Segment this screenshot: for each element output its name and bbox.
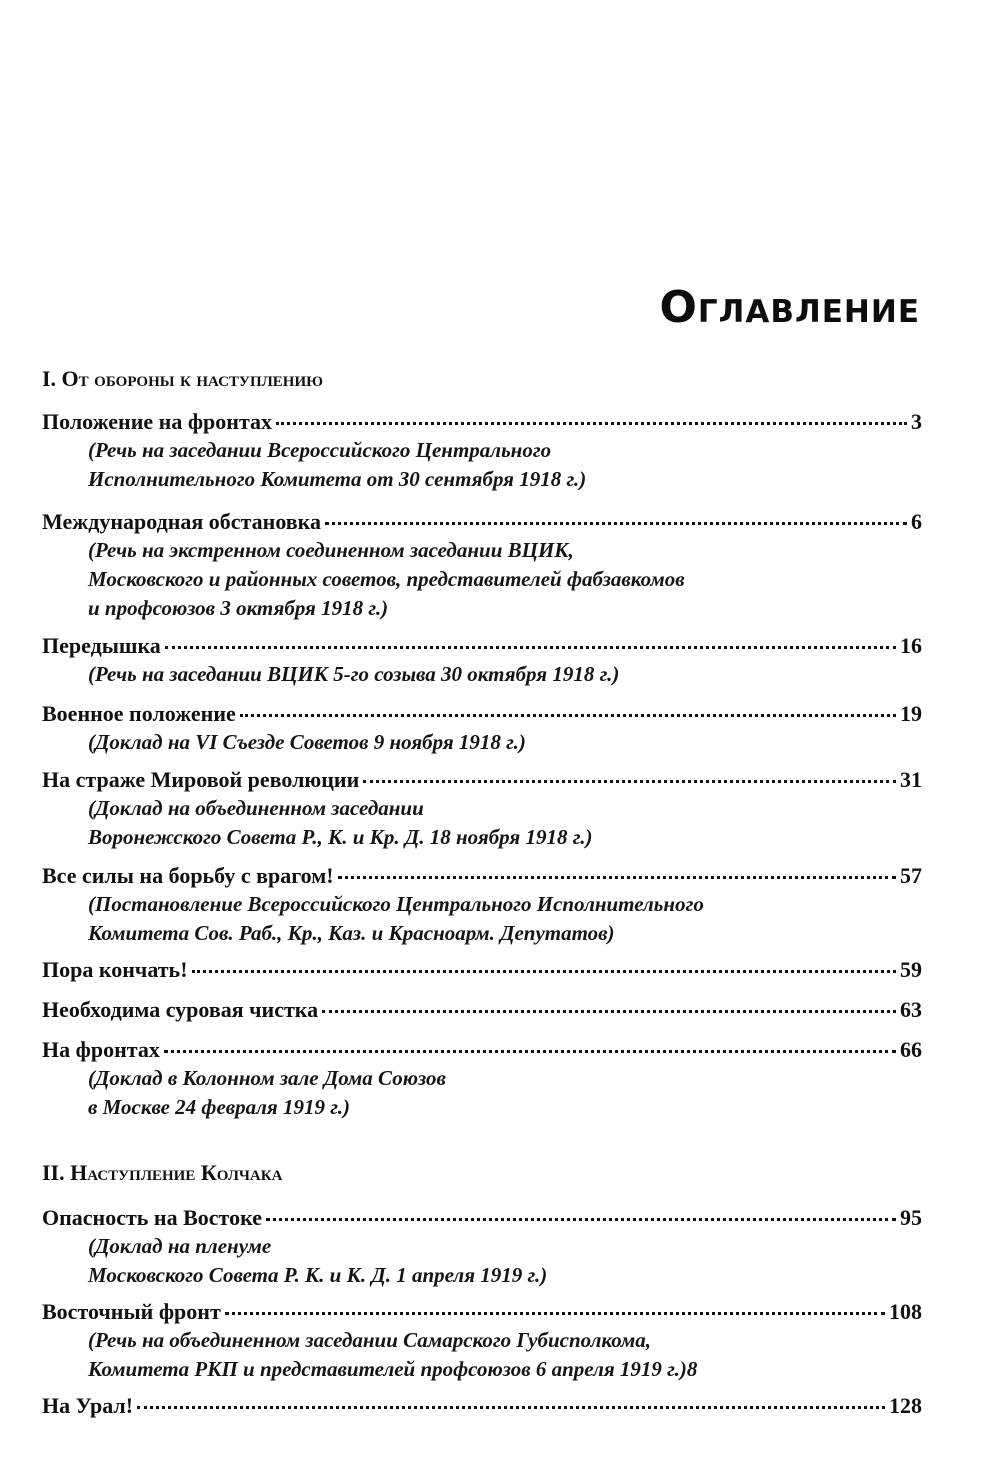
toc-entry-note-line: в Москве 24 февраля 1919 г.): [88, 1095, 350, 1119]
dot-leader: [363, 776, 896, 783]
toc-entry-line: [42, 1392, 922, 1420]
toc-entry-note-line: Московского Совета Р. К. и К. Д. 1 апреля 1919 г.): [88, 1263, 548, 1287]
dot-leader: [266, 1214, 896, 1221]
toc-entry-title: Все силы на борьбу с врагом!: [42, 863, 334, 888]
dot-leader: [225, 1308, 885, 1315]
toc-entry-line: [42, 1036, 922, 1064]
dot-leader: [325, 518, 907, 525]
toc-page-number: 16: [900, 633, 922, 658]
toc-entry-note-line: (Доклад в Колонном зале Дома Союзов: [88, 1066, 446, 1090]
dot-leader: [137, 1402, 885, 1409]
toc-page-number: 6: [911, 509, 922, 534]
toc-page-number: 59: [900, 957, 922, 982]
toc-entry-note: [42, 728, 922, 757]
toc-entry-title: Пора кончать!: [42, 957, 188, 982]
toc-entry[interactable]: [42, 996, 922, 1024]
toc-entry-note-line: Воронежского Совета Р., К. и Кр. Д. 18 ноября 1918 г.): [88, 825, 593, 849]
dot-leader: [240, 710, 896, 717]
toc-entry-note-line: Комитета Сов. Раб., Кр., Каз. и Красноарм. Депутатов): [88, 921, 615, 945]
toc-entry-note-line: Исполнительного Комитета от 30 сентября 1918 г.): [88, 467, 587, 491]
toc-entry[interactable]: [42, 508, 922, 623]
toc-entry-line: [42, 956, 922, 984]
toc-entry[interactable]: [42, 632, 922, 689]
toc-entry-note: [42, 436, 922, 494]
toc-entry[interactable]: [42, 1204, 922, 1290]
toc-entry-note-line: Московского и районных советов, представителей фабзавкомов: [88, 567, 685, 591]
page-title: Оглавление: [659, 282, 920, 333]
toc-page-number: 66: [900, 1037, 922, 1062]
toc-entry-line: [42, 508, 922, 536]
toc-entry-line: [42, 862, 922, 890]
section-heading: II. Наступление Колчака: [42, 1160, 283, 1185]
toc-entry-note: [42, 1064, 922, 1122]
toc-entry-note: [42, 660, 922, 689]
toc-entry-note: [42, 536, 922, 623]
toc-page-number: 57: [900, 863, 922, 888]
toc-entry-note-line: (Постановление Всероссийского Центрального Исполнительного: [88, 892, 704, 916]
toc-entry-title: Восточный фронт: [42, 1299, 221, 1324]
toc-entry-title: Военное положение: [42, 701, 236, 726]
toc-entry[interactable]: [42, 1298, 922, 1384]
toc-entry-title: Передышка: [42, 633, 161, 658]
toc-entry[interactable]: [42, 1036, 922, 1122]
toc-page-number: 95: [900, 1205, 922, 1230]
toc-entry-line: [42, 1204, 922, 1232]
dot-leader: [192, 966, 896, 973]
toc-entry-note-line: Комитета РКП и представителей профсоюзов 6 апреля 1919 г.)8: [88, 1357, 698, 1381]
toc-entry-note-line: (Речь на заседании ВЦИК 5-го созыва 30 октября 1918 г.): [88, 662, 620, 686]
toc-entry[interactable]: [42, 956, 922, 984]
dot-leader: [165, 642, 896, 649]
toc-entry-note-line: (Речь на экстренном соединенном заседании ВЦИК,: [88, 538, 574, 562]
toc-entry-title: Международная обстановка: [42, 509, 321, 534]
dot-leader: [338, 872, 896, 879]
toc-entry-note-line: (Доклад на пленуме: [88, 1234, 272, 1258]
toc-entry-line: [42, 1298, 922, 1326]
toc-entry-note: [42, 890, 922, 948]
toc-entry[interactable]: [42, 700, 922, 757]
toc-entry-title: Опасность на Востоке: [42, 1205, 262, 1230]
toc-entry-title: Необходима суровая чистка: [42, 997, 319, 1022]
toc-entry-note: [42, 1232, 922, 1290]
section-heading: I. От обороны к наступлению: [42, 366, 324, 391]
toc-entry[interactable]: [42, 862, 922, 948]
toc-entry-line: [42, 408, 922, 436]
toc-entry-line: [42, 996, 922, 1024]
dot-leader: [276, 418, 907, 425]
toc-page-number: 128: [889, 1393, 922, 1418]
toc-page-number: 19: [900, 701, 922, 726]
toc-page-number: 3: [911, 409, 922, 434]
toc-entry[interactable]: [42, 766, 922, 852]
toc-entry-note-line: (Речь на объединенном заседании Самарского Губисполкома,: [88, 1328, 652, 1352]
dot-leader: [322, 1006, 896, 1013]
toc-entry-line: [42, 700, 922, 728]
dot-leader: [164, 1046, 896, 1053]
toc-entry-note: [42, 794, 922, 852]
toc-entry-note-line: (Доклад на VI Съезде Советов 9 ноября 1918 г.): [88, 730, 526, 754]
toc-page-number: 31: [900, 767, 922, 792]
toc-entry-title: Положение на фронтах: [42, 409, 273, 434]
toc-entry-note: [42, 1326, 922, 1384]
toc-entry-line: [42, 766, 922, 794]
toc-entry-title: На Урал!: [42, 1393, 134, 1418]
toc-entry-note-line: и профсоюзов 3 октября 1918 г.): [88, 596, 389, 620]
toc-entry-title: На фронтах: [42, 1037, 160, 1062]
toc-entry-title: На страже Мировой революции: [42, 767, 360, 792]
toc-page-number: 108: [889, 1299, 922, 1324]
toc-page-number: 63: [900, 997, 922, 1022]
toc-entry-line: [42, 632, 922, 660]
toc-entry[interactable]: [42, 1392, 922, 1420]
toc-entry-note-line: (Доклад на объединенном заседании: [88, 796, 424, 820]
toc-entry-note-line: (Речь на заседании Всероссийского Центрального: [88, 438, 552, 462]
toc-entry[interactable]: [42, 408, 922, 494]
